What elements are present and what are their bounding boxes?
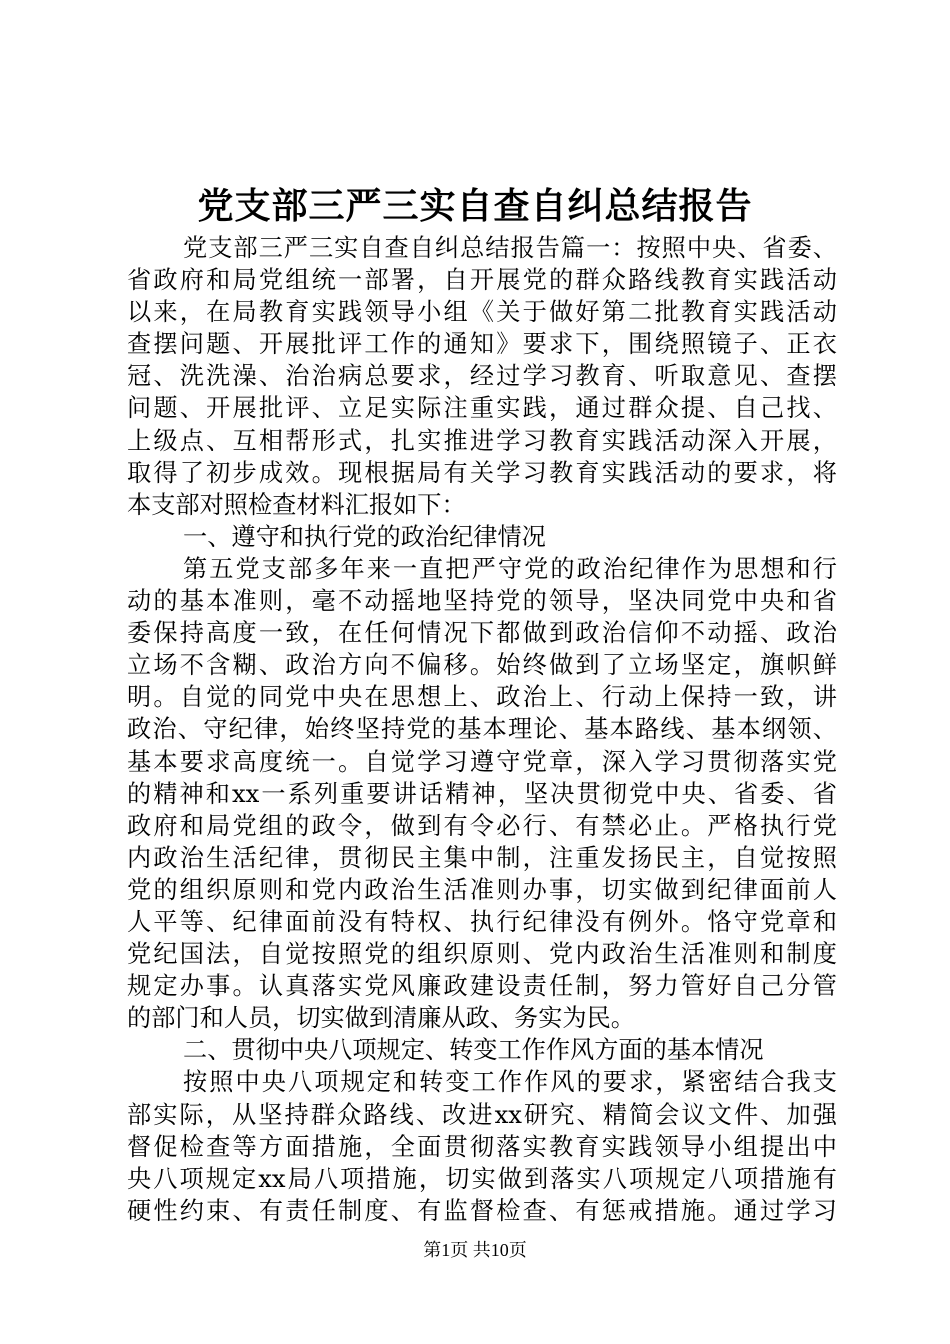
body-line: 问题、开展批评、立足实际注重实践，通过群众提、自己找、 <box>127 394 837 423</box>
body-line: 党的组织原则和党内政治生活准则办事，切实做到纪律面前人 <box>127 875 837 904</box>
body-line: 督促检查等方面措施，全面贯彻落实教育实践领导小组提出中 <box>127 1132 837 1161</box>
body-line: 硬性约束、有责任制度、有监督检查、有惩戒措施。通过学习 <box>127 1196 837 1225</box>
body-line: 央八项规定xx局八项措施，切实做到落实八项规定八项措施有 <box>127 1164 837 1193</box>
body-line: 基本要求高度统一。自觉学习遵守党章，深入学习贯彻落实党 <box>127 747 837 776</box>
body-line: 省政府和局党组统一部署，自开展党的群众路线教育实践活动 <box>127 266 837 295</box>
body-line: 政府和局党组的政令，做到有令必行、有禁必止。严格执行党 <box>127 811 837 840</box>
body-line: 本支部对照检查材料汇报如下： <box>127 490 466 519</box>
body-line: 党纪国法，自觉按照党的组织原则、党内政治生活准则和制度 <box>127 940 837 969</box>
body-line: 第五党支部多年来一直把严守党的政治纪律作为思想和行 <box>183 554 837 583</box>
body-line: 动的基本准则，毫不动摇地坚持党的领导，坚决同党中央和省 <box>127 587 837 616</box>
document-body <box>127 232 837 1227</box>
body-line: 政治、守纪律，始终坚持党的基本理论、基本路线、基本纲领、 <box>127 715 837 744</box>
body-line: 部实际，从坚持群众路线、改进xx研究、精简会议文件、加强 <box>127 1100 837 1129</box>
body-line: 上级点、互相帮形式，扎实推进学习教育实践活动深入开展， <box>127 426 837 455</box>
document-title: 党支部三严三实自查自纠总结报告 <box>197 185 753 227</box>
body-line: 规定办事。认真落实党风廉政建设责任制，努力管好自己分管 <box>127 972 837 1001</box>
body-line: 冠、洗洗澡、治治病总要求，经过学习教育、听取意见、查摆 <box>127 362 837 391</box>
body-line: 明。自觉的同党中央在思想上、政治上、行动上保持一致，讲 <box>127 683 837 712</box>
page-indicator: 第1页 共10页 <box>423 1240 527 1260</box>
body-line: 以来，在局教育实践领导小组《关于做好第二批教育实践活动 <box>127 298 837 327</box>
body-line: 查摆问题、开展批评工作的通知》要求下，围绕照镜子、正衣 <box>127 330 837 359</box>
body-line: 取得了初步成效。现根据局有关学习教育实践活动的要求，将 <box>127 458 837 487</box>
body-line: 的精神和xx一系列重要讲话精神，坚决贯彻党中央、省委、省 <box>127 779 837 808</box>
body-line: 人平等、纪律面前没有特权、执行纪律没有例外。恪守党章和 <box>127 907 837 936</box>
body-line: 按照中央八项规定和转变工作作风的要求，紧密结合我支 <box>183 1068 837 1097</box>
body-line: 党支部三严三实自查自纠总结报告篇一：按照中央、省委、 <box>183 234 837 262</box>
body-line: 的部门和人员，切实做到清廉从政、务实为民。 <box>127 1004 635 1033</box>
section-heading: 一、遵守和执行党的政治纪律情况 <box>183 522 546 551</box>
body-line: 立场不含糊、政治方向不偏移。始终做到了立场坚定，旗帜鲜 <box>127 651 837 680</box>
body-line: 委保持高度一致，在任何情况下都做到政治信仰不动摇、政治 <box>127 619 837 648</box>
body-line: 内政治生活纪律，贯彻民主集中制，注重发扬民主，自觉按照 <box>127 843 837 872</box>
section-heading: 二、贯彻中央八项规定、转变工作作风方面的基本情况 <box>183 1036 764 1065</box>
